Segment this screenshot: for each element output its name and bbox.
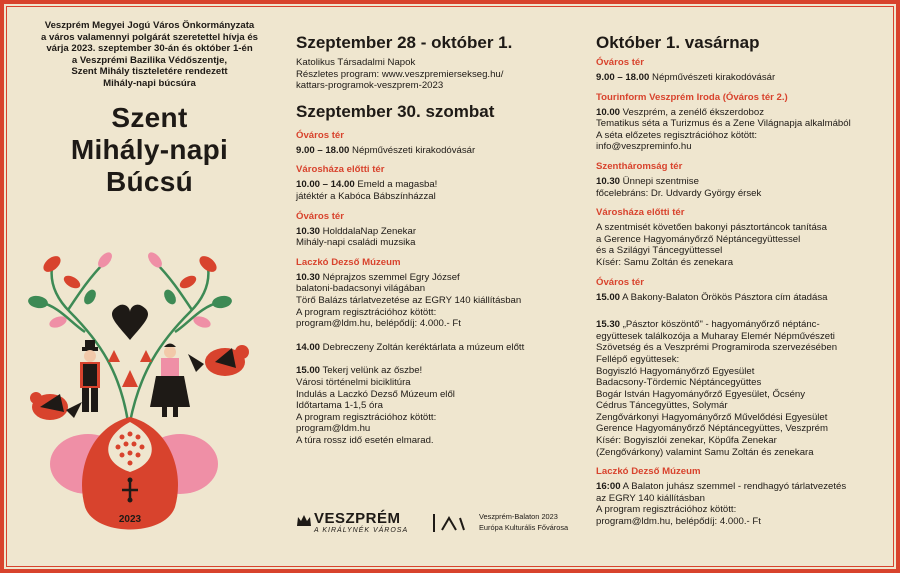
title-line: Búcsú [105,165,194,197]
event-detail: Mihály-napi családi muzsika [296,237,416,249]
event-item [296,179,571,202]
event-item [296,272,571,330]
event-detail: Szövetség és a Veszprémi Programiroda szervezésében [596,342,838,354]
event-item [596,481,886,527]
event-detail: Tematikus séta a Turizmus és a Zene Világnapja alkalmából [596,118,851,130]
event-detail: játéktér a Kabóca Bábszínházzal [296,190,436,202]
event-detail: A szentmisét követően bakonyi pásztortáncok tanítása [596,222,827,234]
location-label: Óváros tér [296,210,344,222]
invite-line: a város valamennyi polgárát szeretettel hívja és [40,31,259,43]
event-title: HolddalaNap Zenekar [320,225,417,237]
location-label: Óváros tér [296,129,344,141]
event-detail: az EGRY 140 kiállításban [596,492,705,504]
invite-line: Szent Mihály tiszteletére rendezett [71,66,228,78]
event-detail: Időtartama 1-1,5 óra [296,400,383,412]
invitation-text [22,20,277,90]
event-title: A Bakony-Balaton Örökös Pásztora cím átadása [620,291,828,303]
location-label: Szentháromság tér [596,160,683,172]
event-detail: Városi történelmi biciklitúra [296,376,411,388]
event-time: 9.00 – 18.00 [596,72,650,83]
central-pot-icon [82,417,178,530]
bird-right-icon [188,345,249,376]
saturday-column [296,33,571,450]
event-detail: a Gerence Hagyományőrző Néptáncegyüttessel [596,233,801,245]
event-detail: Bogyiszló Hagyományőrző Egyesület [596,365,755,377]
event-detail: Fellépő együttesek: [596,353,680,365]
event-detail: Cédrus Táncegyüttes, Solymár [596,400,728,412]
event-title: Emeld a magasba! [354,179,438,191]
event-title: Néprajzos szemmel Egry József [320,271,460,283]
folk-art-illustration [10,222,255,552]
event-item [596,176,886,199]
location-label: Tourinform Veszprém Iroda (Óváros tér 2.) [596,91,788,103]
event-title: Tekerj velünk az őszbe! [320,365,423,377]
event-time: 15.30 [596,319,621,331]
ekf-logo-text [479,511,568,533]
ekf-line: Veszprém-Balaton 2023 [479,512,558,521]
event-title: Népművészeti kirakodóvásár [349,144,476,156]
veszprem-logo-text: VESZPRÉM [314,510,401,527]
festival-dates-heading: Szeptember 28 - október 1. [296,33,513,52]
ekf-logo-icon [432,512,466,534]
event-title: Veszprém, a zenélő ékszerdoboz [620,106,765,118]
event-detail: Zengővárkonyi Hagyományőrző Művelődési Egyesület [596,411,828,423]
event-time: 10.00 – 14.00 [296,179,355,191]
event-detail: A séta előzetes regisztrációhoz kötött: [596,129,758,141]
location-label: Óváros tér [596,276,644,288]
event-detail: Kísér: Bogyiszlói zenekar, Köpűfa Zenekar [596,435,777,447]
sunday-heading: Október 1. vasárnap [596,33,760,52]
left-column [22,20,277,198]
event-detail: A program regisztrációhoz kötött: [596,504,737,516]
event-detail: A túra rossz idő esetén elmarad. [296,434,434,446]
event-title: „Pásztor köszöntő" - hagyományőrző néptánc- [620,319,820,331]
saturday-heading: Szeptember 30. szombat [296,101,495,121]
location-label: Laczkó Dezső Múzeum [596,466,701,478]
event-detail: balatoni-badacsonyi világában [296,283,426,295]
veszprem-logo-subtitle: A KIRÁLYNÉK VÁROSA [314,527,409,534]
event-detail: és a Szilágyi Táncegyüttessel [596,245,723,257]
location-label: Óváros tér [596,57,644,68]
bird-left-icon [30,392,82,420]
year-label: 2023 [118,514,142,525]
tree-branches-icon [40,262,220,422]
invite-line: várja 2023. szeptember 30-án és október 1-én [46,43,253,55]
event-time: 14.00 [296,341,321,353]
event-item [296,145,571,157]
event-detail: (Zengővárkony) valamint Samu Zoltán és zenekara [596,446,814,458]
sponsor-logos [296,508,586,538]
location-label: Laczkó Dezső Múzeum [296,256,401,268]
event-detail: Badacsony-Tördemic Néptáncegyüttes [596,377,762,389]
event-time: 10.30 [296,225,321,237]
event-detail: program@ldm.hu [296,423,371,435]
event-detail: info@veszpreminfo.hu [596,141,692,153]
invite-line: Mihály-napi búcsúra [103,77,196,89]
invite-line: a Veszprémi Bazilika Védőszentje, [71,54,228,66]
event-title: Debreczeny Zoltán keréktárlata a múzeum előtt [320,341,525,353]
event-item [596,292,886,304]
event-item [296,365,571,446]
sunday-column [596,33,886,532]
event-item [596,222,886,268]
event-title: Ünnepi szentmise [620,175,699,187]
man-figure-icon [80,340,100,412]
event-detail: Törő Balázs tárlatvezetése az EGRY 140 kiállításban [296,294,522,306]
location-label: Városháza előtti tér [596,207,685,219]
event-time: 10.30 [596,175,621,187]
title-line: Szent [111,101,188,133]
intro-text [296,57,571,92]
title-line: Mihály-napi [70,133,229,165]
event-item [596,107,886,153]
event-item [296,342,571,354]
intro-line: Katolikus Társadalmi Napok [296,57,416,68]
intro-line: Részletes program: www.veszpremiersekseg.hu/ [296,68,504,80]
tulip-icon [108,350,152,387]
event-detail: program@ldm.hu, belépődíj: 4.000.- Ft [596,516,761,528]
event-detail: együttesek találkozója a Muharay Elemér Népművészeti [596,330,835,342]
event-time: 15.00 [296,365,321,377]
event-detail: főcelebráns: Dr. Udvardy György érsek [596,187,762,199]
event-title: A Balaton juhász szemmel - rendhagyó tárlatvezetés [620,481,847,493]
event-item [596,72,886,84]
event-title: Népművészeti kirakodóvásár [649,72,776,83]
event-time: 10.00 [596,106,621,118]
event-detail: Gerence Hagyományőrző Néptáncegyüttes, Veszprém [596,423,828,435]
crown-icon [296,514,312,528]
intro-line: kattars-programok-veszprem-2023 [296,80,444,92]
event-detail: Bogár István Hagyományőrző Egyesület, Őcsény [596,388,806,400]
ekf-line: Európa Kulturális Fővárosa [479,523,569,532]
event-time: 10.30 [296,271,321,283]
event-detail: A program regisztrációhoz kötött: [296,411,437,423]
location-label: Városháza előtti tér [296,164,385,176]
event-title [22,102,277,198]
invite-line: Veszprém Megyei Jogú Város Önkormányzata [44,20,255,31]
event-detail: A program regisztrációhoz kötött: [296,306,437,318]
event-detail: Kísér: Samu Zoltán és zenekara [596,256,734,268]
event-time: 16:00 [596,481,621,493]
event-time: 9.00 – 18.00 [296,144,350,156]
event-item [296,226,571,249]
event-detail: Indulás a Laczkó Dezső Múzeum elől [296,388,455,400]
event-item [596,319,886,458]
heart-icon [112,305,148,340]
event-detail: program@ldm.hu, belépődíj: 4.000.- Ft [296,318,461,330]
event-time: 15.00 [596,291,621,303]
